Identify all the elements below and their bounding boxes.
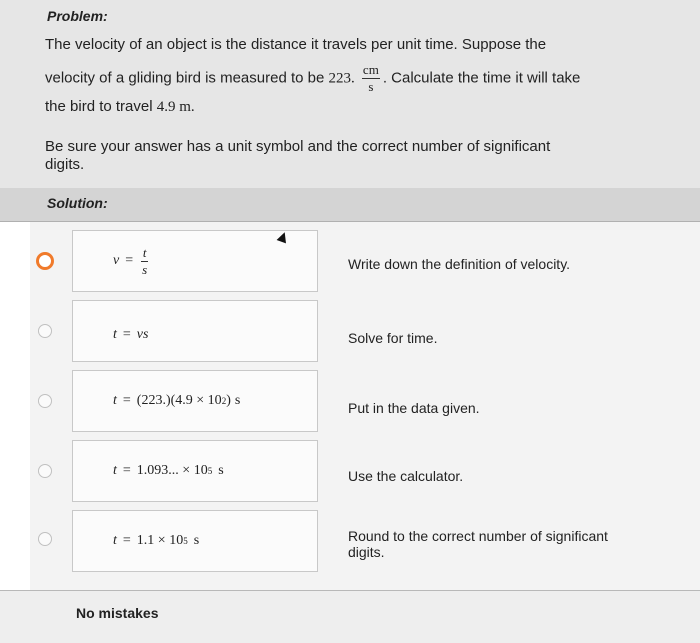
feedback-bar <box>0 590 700 643</box>
step-4-description: Use the calculator. <box>348 468 464 484</box>
step-5-description-line-2: digits. <box>348 544 385 560</box>
step-3-lhs: t <box>113 393 117 408</box>
step-2-description: Solve for time. <box>348 330 438 346</box>
step-1-op: = <box>125 253 134 268</box>
step-4-exponent: 5 <box>207 466 213 476</box>
problem-line-2-tail: . Calculate the time it will take <box>382 69 581 87</box>
step-4-unit: s <box>218 463 224 478</box>
step-5-equation <box>113 511 199 571</box>
problem-line-3-text: the bird to travel <box>45 98 153 115</box>
step-5-exponent: 5 <box>183 536 188 546</box>
step-5-description-line-1: Round to the correct number of significant <box>348 528 608 544</box>
solution-steps <box>30 222 700 642</box>
step-4-lhs: t <box>113 463 117 478</box>
step-4-equation <box>113 441 224 501</box>
distance-value: 4.9 m. <box>156 99 195 115</box>
solution-step-1[interactable] <box>30 228 700 298</box>
solution-step-4[interactable] <box>30 438 700 508</box>
instruction-line-2: digits. <box>45 156 85 173</box>
step-3-unit: s <box>234 393 241 408</box>
velocity-unit-denominator: s <box>368 79 374 94</box>
step-3-radio[interactable] <box>38 394 52 408</box>
velocity-value: 223. <box>328 70 355 87</box>
step-1-description: Write down the definition of velocity. <box>348 256 571 272</box>
problem-line-1: The velocity of an object is the distance it travels per unit time. Suppose the <box>45 36 547 53</box>
problem-heading: Problem: <box>47 8 108 24</box>
step-3-equation <box>113 371 240 431</box>
step-4-equation-box <box>72 440 318 502</box>
velocity-unit <box>362 62 380 95</box>
step-4-radio[interactable] <box>38 464 52 478</box>
step-5-lhs: t <box>113 533 117 548</box>
step-5-radio[interactable] <box>38 532 52 546</box>
step-1-lhs: v <box>113 253 120 268</box>
problem-line-3 <box>45 98 195 116</box>
step-3-factor-a: (223.) <box>136 393 171 408</box>
velocity-unit-numerator: cm <box>362 62 379 77</box>
step-1-equation <box>113 231 151 291</box>
step-3-equation-box <box>72 370 318 432</box>
step-3-op: = <box>122 393 131 408</box>
solution-heading: Solution: <box>47 195 108 211</box>
step-2-radio[interactable] <box>38 324 52 338</box>
step-3-factor-b: (4.9 × 10 <box>170 393 222 408</box>
step-2-op: = <box>122 327 131 342</box>
step-3-close: ) <box>226 393 231 408</box>
problem-line-2-text: velocity of a gliding bird is measured to be <box>45 69 325 87</box>
problem-line-2 <box>45 62 580 95</box>
step-1-fraction <box>141 245 148 278</box>
step-2-equation <box>113 301 154 361</box>
solution-step-5[interactable] <box>30 508 700 578</box>
step-5-unit: s <box>193 533 200 548</box>
step-1-radio[interactable] <box>36 252 54 270</box>
step-1-frac-num: t <box>142 244 147 260</box>
step-5-equation-box <box>72 510 318 572</box>
step-1-frac-den: s <box>142 261 148 277</box>
solution-header <box>0 188 700 222</box>
step-3-exponent: 2 <box>221 396 227 406</box>
step-5-description <box>348 528 678 560</box>
step-5-value: 1.1 × 10 <box>136 533 184 548</box>
step-2-rhs: vs <box>136 327 149 342</box>
instruction-line-1: Be sure your answer has a unit symbol and the correct number of significant <box>45 138 551 155</box>
step-4-op: = <box>122 463 131 478</box>
step-2-equation-box <box>72 300 318 362</box>
step-2-lhs: t <box>113 327 117 342</box>
feedback-text: No mistakes <box>76 605 159 621</box>
step-4-value: 1.093... × 10 <box>136 463 208 478</box>
problem-panel <box>0 0 700 189</box>
step-3-description: Put in the data given. <box>348 400 480 416</box>
solution-step-3[interactable] <box>30 368 700 438</box>
solution-step-2[interactable] <box>30 298 700 368</box>
step-5-op: = <box>122 533 131 548</box>
